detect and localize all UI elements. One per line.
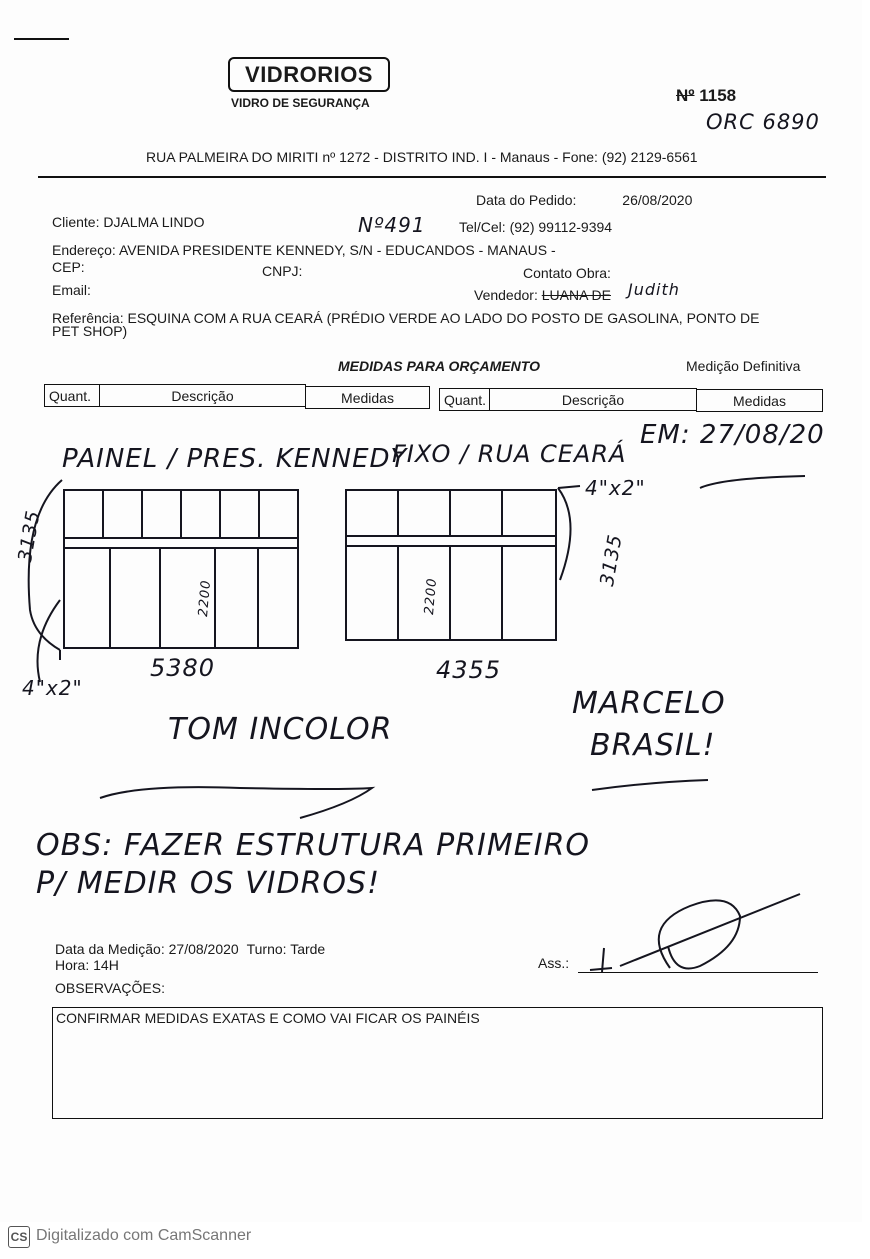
order-number-label: Nº (676, 86, 695, 105)
header-desc-2: Descrição (489, 388, 697, 411)
measurement-date-label: Data da Medição: (55, 941, 165, 957)
right-arrow (700, 476, 805, 488)
email-label: Email: (52, 282, 91, 298)
panel-left-label: PAINEL / PRES. KENNEDY (62, 444, 408, 474)
scanner-footer (0, 1222, 870, 1259)
observations-label: OBSERVAÇÕES: (55, 980, 165, 996)
measures-title: MEDIDAS PARA ORÇAMENTO (338, 358, 540, 374)
observations-text: CONFIRMAR MEDIDAS EXATAS E COMO VAI FICAR OS PAINÉIS (56, 1010, 480, 1026)
tube-size-right: 4"x2" (585, 476, 646, 500)
inner-height-right: 2200 (422, 577, 441, 616)
pen-strokes (0, 770, 870, 830)
right-arc (558, 488, 571, 580)
measurement-date-value: 27/08/2020 (168, 941, 239, 957)
seller-label: Vendedor: (474, 287, 538, 303)
camscanner-logo-icon (8, 1226, 30, 1248)
header-quant-1: Quant. (44, 384, 100, 407)
shift-value: Tarde (290, 941, 326, 957)
camscanner-text: Digitalizado com CamScanner (36, 1227, 252, 1244)
time-value: 14H (93, 957, 119, 973)
shift-label: Turno: (246, 941, 287, 957)
phone-label: Tel/Cel: (459, 219, 506, 235)
handwritten-number: Nº491 (358, 213, 426, 237)
signature-label: Ass.: (538, 955, 570, 971)
measure-date-note: EM: 27/08/20 (640, 420, 825, 450)
height-left: 3135 (14, 508, 45, 564)
contact-surname: BRASIL! (590, 728, 716, 763)
width-right: 4355 (436, 656, 502, 684)
observations-box (52, 1007, 823, 1119)
time-line (55, 957, 119, 973)
header-measures-1: Medidas (305, 386, 430, 409)
logo-text: VIDRORIOS (245, 61, 373, 87)
cnpj-label: CNPJ: (262, 263, 303, 279)
panel-right-label: FIXO / RUA CEARÁ (392, 440, 627, 468)
address-value: AVENIDA PRESIDENTE KENNEDY, S/N - EDUCANDOS - MANAUS - (118, 242, 556, 258)
order-number-value: 1158 (699, 86, 737, 105)
margin-mark (14, 38, 69, 40)
address-label: Endereço: (52, 242, 116, 258)
glass-tone-note: TOM INCOLOR (168, 712, 393, 747)
company-logo (228, 57, 390, 92)
header-desc-1: Descrição (99, 384, 306, 407)
inner-height-left: 2200 (196, 579, 215, 618)
definitive-measure: Medição Definitiva (686, 358, 801, 374)
measurement-date (55, 941, 325, 957)
contact-name: MARCELO (572, 686, 726, 721)
client-line (52, 214, 205, 230)
cep-label: CEP: (52, 259, 85, 275)
camscanner-badge: CS (10, 1230, 28, 1244)
contact-label: Contato Obra: (523, 265, 611, 281)
obs-handwritten-1: OBS: FAZER ESTRUTURA PRIMEIRO (36, 828, 591, 863)
client-label: Cliente: (52, 214, 100, 230)
reference-value: ESQUINA COM A RUA CEARÁ (PRÉDIO VERDE AO LADO DO POSTO DE GASOLINA, PONTO DE (127, 310, 760, 326)
reference-label: Referência: (52, 310, 124, 326)
reference-line (52, 310, 759, 326)
client-value: DJALMA LINDO (103, 214, 205, 230)
order-date-value: 26/08/2020 (622, 192, 693, 208)
height-right: 3135 (596, 532, 627, 588)
obs-handwritten-2: P/ MEDIR OS VIDROS! (36, 866, 381, 901)
orc-handwritten: ORC 6890 (706, 110, 820, 134)
seller-struck: LUANA DE (541, 287, 611, 303)
time-label: Hora: (55, 957, 90, 973)
header-measures-2: Medidas (696, 389, 823, 412)
order-date-label: Data do Pedido: (476, 192, 577, 208)
seller-line (474, 287, 611, 303)
reference-continuation: PET SHOP) (52, 323, 128, 339)
company-address: RUA PALMEIRA DO MIRITI nº 1272 - DISTRITO IND. I - Manaus - Fone: (92) 2129-6561 (146, 149, 698, 165)
phone-value: (92) 99112-9394 (509, 219, 613, 235)
tube-size-left: 4"x2" (22, 676, 83, 700)
order-date (476, 192, 692, 208)
order-number (676, 86, 736, 106)
header-rule (38, 176, 826, 178)
logo-subtitle: VIDRO DE SEGURANÇA (231, 96, 370, 110)
width-left: 5380 (150, 654, 216, 682)
signature-mark (580, 886, 810, 976)
header-quant-2: Quant. (439, 388, 490, 411)
seller-handwritten: Judith (628, 280, 680, 299)
address-line (52, 242, 556, 258)
phone-line (459, 219, 612, 235)
